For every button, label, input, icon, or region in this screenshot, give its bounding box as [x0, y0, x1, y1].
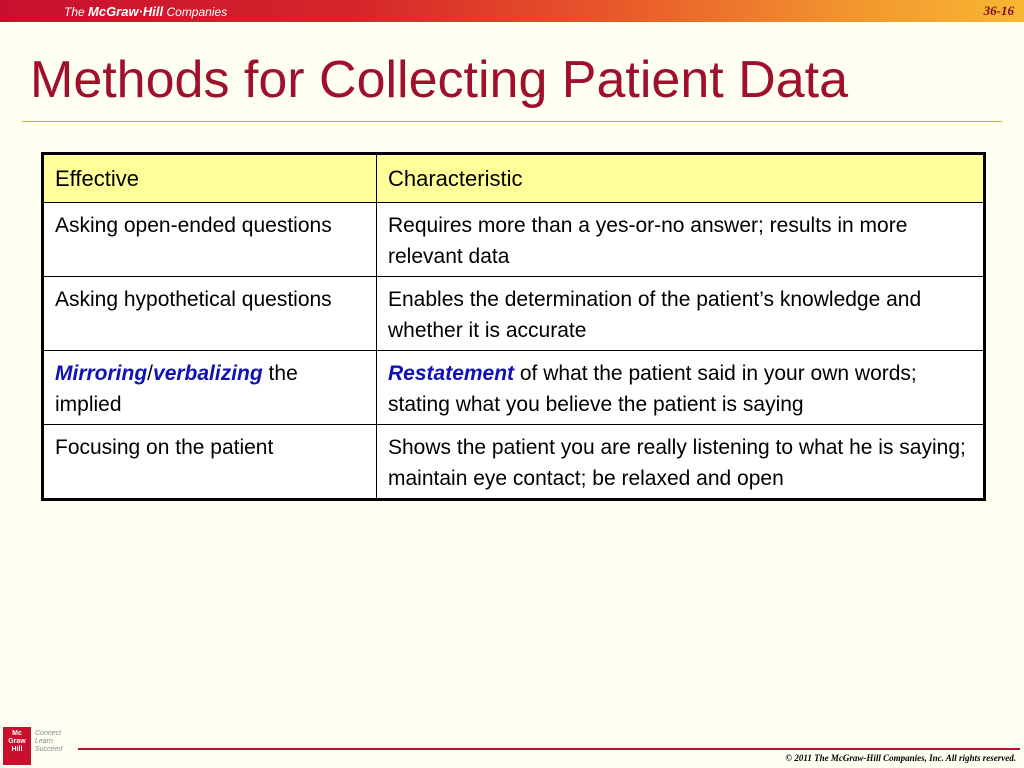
characteristic-cell: [377, 351, 985, 425]
tagline-learn: Learn: [35, 738, 53, 745]
mcgraw-hill-logo: [3, 727, 31, 765]
tagline: [35, 730, 79, 754]
table-row: [43, 203, 985, 277]
highlight-term-mirroring: Mirroring: [55, 362, 148, 385]
characteristic-cell: Shows the patient you are really listening to what he is saying; maintain eye contact; be relaxed and open: [377, 425, 985, 500]
method-cell: Asking open-ended questions: [43, 203, 377, 277]
method-cell: Asking hypothetical questions: [43, 277, 377, 351]
logo-line: Graw: [8, 738, 26, 745]
footer-divider: [78, 748, 1020, 750]
table-header-row: [43, 154, 985, 203]
tagline-succeed: Succeed: [35, 746, 63, 753]
title-divider: [22, 121, 1002, 122]
brand-name: McGraw·Hill: [88, 4, 164, 19]
highlight-term-verbalizing: verbalizing: [153, 362, 263, 385]
copyright-notice: © 2011 The McGraw-Hill Companies, Inc. All rights reserved.: [785, 753, 1016, 763]
characteristic-rest-text: of what the patient said in your own words; stating what you believe the patient is saying: [388, 362, 917, 416]
brand-logo-text: [64, 4, 227, 19]
methods-table: [41, 152, 986, 501]
slide-number: 36-16: [983, 3, 1014, 18]
characteristic-cell: Requires more than a yes-or-no answer; results in more relevant data: [377, 203, 985, 277]
characteristic-cell: Enables the determination of the patient’s knowledge and whether it is accurate: [377, 277, 985, 351]
logo-line: Mc: [12, 730, 22, 737]
column-header-characteristic: Characteristic: [377, 154, 985, 203]
table-row: [43, 351, 985, 425]
logo-line: Hill: [11, 746, 23, 753]
brand-suffix: Companies: [163, 5, 228, 19]
table-row: [43, 425, 985, 500]
brand-prefix: The: [64, 5, 89, 19]
method-rest-text: the implied: [55, 362, 298, 416]
column-header-effective: Effective: [43, 154, 377, 203]
method-cell: [43, 351, 377, 425]
term-separator: /: [147, 362, 154, 385]
page-title: Methods for Collecting Patient Data: [30, 51, 848, 109]
table-row: [43, 277, 985, 351]
top-brand-bar: [0, 0, 1024, 22]
method-cell: Focusing on the patient: [43, 425, 377, 500]
tagline-connect: Connect: [35, 730, 62, 737]
highlight-term-restatement: Restatement: [388, 362, 515, 385]
